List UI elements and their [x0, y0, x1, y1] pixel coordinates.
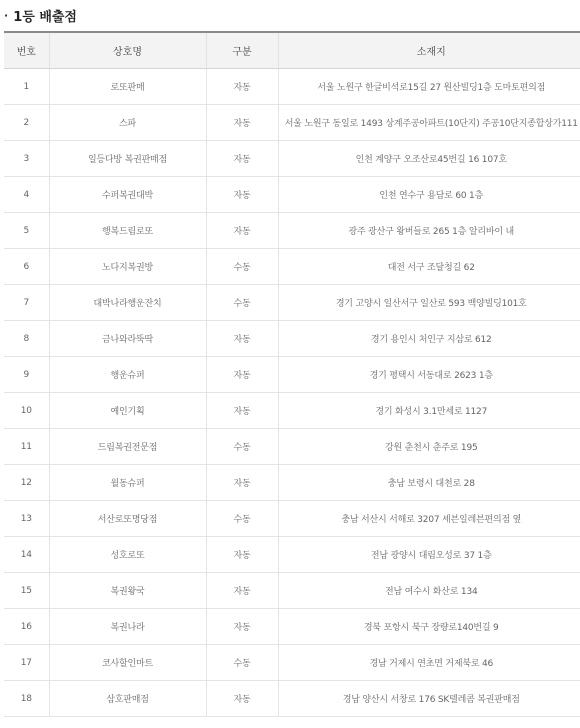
section-title [4, 6, 77, 24]
sale-type: 수동 [206, 501, 278, 537]
row-number: 15 [4, 573, 49, 609]
store-name: 복권나라 [49, 609, 206, 645]
store-name: 행복드림로또 [49, 213, 206, 249]
table-row [4, 609, 580, 645]
row-number: 7 [4, 285, 49, 321]
store-name: 서산로또명당점 [49, 501, 206, 537]
table-row [4, 645, 580, 681]
table-row [4, 465, 580, 501]
header-address: 소재지 [278, 32, 580, 69]
table-row [4, 393, 580, 429]
table-row [4, 249, 580, 285]
store-name: 삼호판매점 [49, 681, 206, 717]
row-number: 6 [4, 249, 49, 285]
table-row [4, 69, 580, 105]
sale-type: 자동 [206, 357, 278, 393]
address: 충남 보령시 대천로 28 [278, 465, 580, 501]
bullet-icon: · [4, 8, 9, 22]
table-row [4, 573, 580, 609]
table-row [4, 213, 580, 249]
row-number: 17 [4, 645, 49, 681]
address: 경기 평택시 서동대로 2623 1층 [278, 357, 580, 393]
header-type: 구분 [206, 32, 278, 69]
store-name: 스파 [49, 105, 206, 141]
address: 인천 계양구 오조산로45번길 16 107호 [278, 141, 580, 177]
sale-type: 자동 [206, 177, 278, 213]
table-row [4, 285, 580, 321]
sale-type: 수동 [206, 285, 278, 321]
table-row [4, 681, 580, 717]
store-name: 금나와라뚝딱 [49, 321, 206, 357]
sale-type: 자동 [206, 537, 278, 573]
row-number: 16 [4, 609, 49, 645]
sale-type: 자동 [206, 105, 278, 141]
row-number: 13 [4, 501, 49, 537]
row-number: 2 [4, 105, 49, 141]
table-row [4, 501, 580, 537]
address: 경남 거제시 연초면 거제북로 46 [278, 645, 580, 681]
store-name: 복권왕국 [49, 573, 206, 609]
address: 전남 여수시 화산로 134 [278, 573, 580, 609]
row-number: 18 [4, 681, 49, 717]
header-store-name: 상호명 [49, 32, 206, 69]
sale-type: 자동 [206, 573, 278, 609]
section-title-text: 1등 배출점 [13, 9, 77, 25]
address: 인천 연수구 용담로 60 1층 [278, 177, 580, 213]
address: 대전 서구 조달청길 62 [278, 249, 580, 285]
address: 충남 서산시 서해로 3207 세븐일레븐편의점 옆 [278, 501, 580, 537]
address: 서울 노원구 동일로 1493 상계주공아파트(10단지) 주공10단지종합상가111 [278, 105, 580, 141]
store-name: 행운슈퍼 [49, 357, 206, 393]
sale-type: 자동 [206, 465, 278, 501]
sale-type: 자동 [206, 681, 278, 717]
row-number: 1 [4, 69, 49, 105]
sale-type: 자동 [206, 141, 278, 177]
store-name: 수퍼복권대박 [49, 177, 206, 213]
address: 전남 광양시 대림오성로 37 1층 [278, 537, 580, 573]
sale-type: 자동 [206, 321, 278, 357]
row-number: 10 [4, 393, 49, 429]
table-row [4, 321, 580, 357]
sale-type: 수동 [206, 645, 278, 681]
store-name: 성호로또 [49, 537, 206, 573]
store-name: 일등다방 복권판매점 [49, 141, 206, 177]
table-row [4, 537, 580, 573]
table-row [4, 357, 580, 393]
address: 서울 노원구 한글비석로15길 27 원산빌딩1층 도마토편의점 [278, 69, 580, 105]
sale-type: 자동 [206, 393, 278, 429]
winners-table [4, 31, 580, 717]
store-name: 대박나라행운잔치 [49, 285, 206, 321]
row-number: 12 [4, 465, 49, 501]
address: 경기 고양시 일산서구 일산로 593 백양빌딩101호 [278, 285, 580, 321]
table-row [4, 429, 580, 465]
store-name: 드림복권전문점 [49, 429, 206, 465]
sale-type: 수동 [206, 429, 278, 465]
table-row [4, 141, 580, 177]
row-number: 11 [4, 429, 49, 465]
row-number: 4 [4, 177, 49, 213]
store-name: 코사할인마트 [49, 645, 206, 681]
table-header-row [4, 32, 580, 69]
row-number: 8 [4, 321, 49, 357]
row-number: 5 [4, 213, 49, 249]
address: 광주 광산구 왕버들로 265 1층 알리바이 내 [278, 213, 580, 249]
row-number: 3 [4, 141, 49, 177]
sale-type: 자동 [206, 609, 278, 645]
sale-type: 수동 [206, 249, 278, 285]
address: 경기 용인시 처인구 지삼로 612 [278, 321, 580, 357]
row-number: 9 [4, 357, 49, 393]
address: 경남 양산시 서창로 176 SK텔레콤 복권판매점 [278, 681, 580, 717]
header-number: 번호 [4, 32, 49, 69]
sale-type: 자동 [206, 213, 278, 249]
row-number: 14 [4, 537, 49, 573]
sale-type: 자동 [206, 69, 278, 105]
store-name: 예인기획 [49, 393, 206, 429]
table-row [4, 177, 580, 213]
address: 경북 포항시 북구 장량로140번길 9 [278, 609, 580, 645]
table-row [4, 105, 580, 141]
address: 강원 춘천시 춘주로 195 [278, 429, 580, 465]
store-name: 로또판매 [49, 69, 206, 105]
store-name: 노다지복권방 [49, 249, 206, 285]
table-body [4, 69, 580, 717]
address: 경기 화성시 3.1만세로 1127 [278, 393, 580, 429]
store-name: 월동슈퍼 [49, 465, 206, 501]
